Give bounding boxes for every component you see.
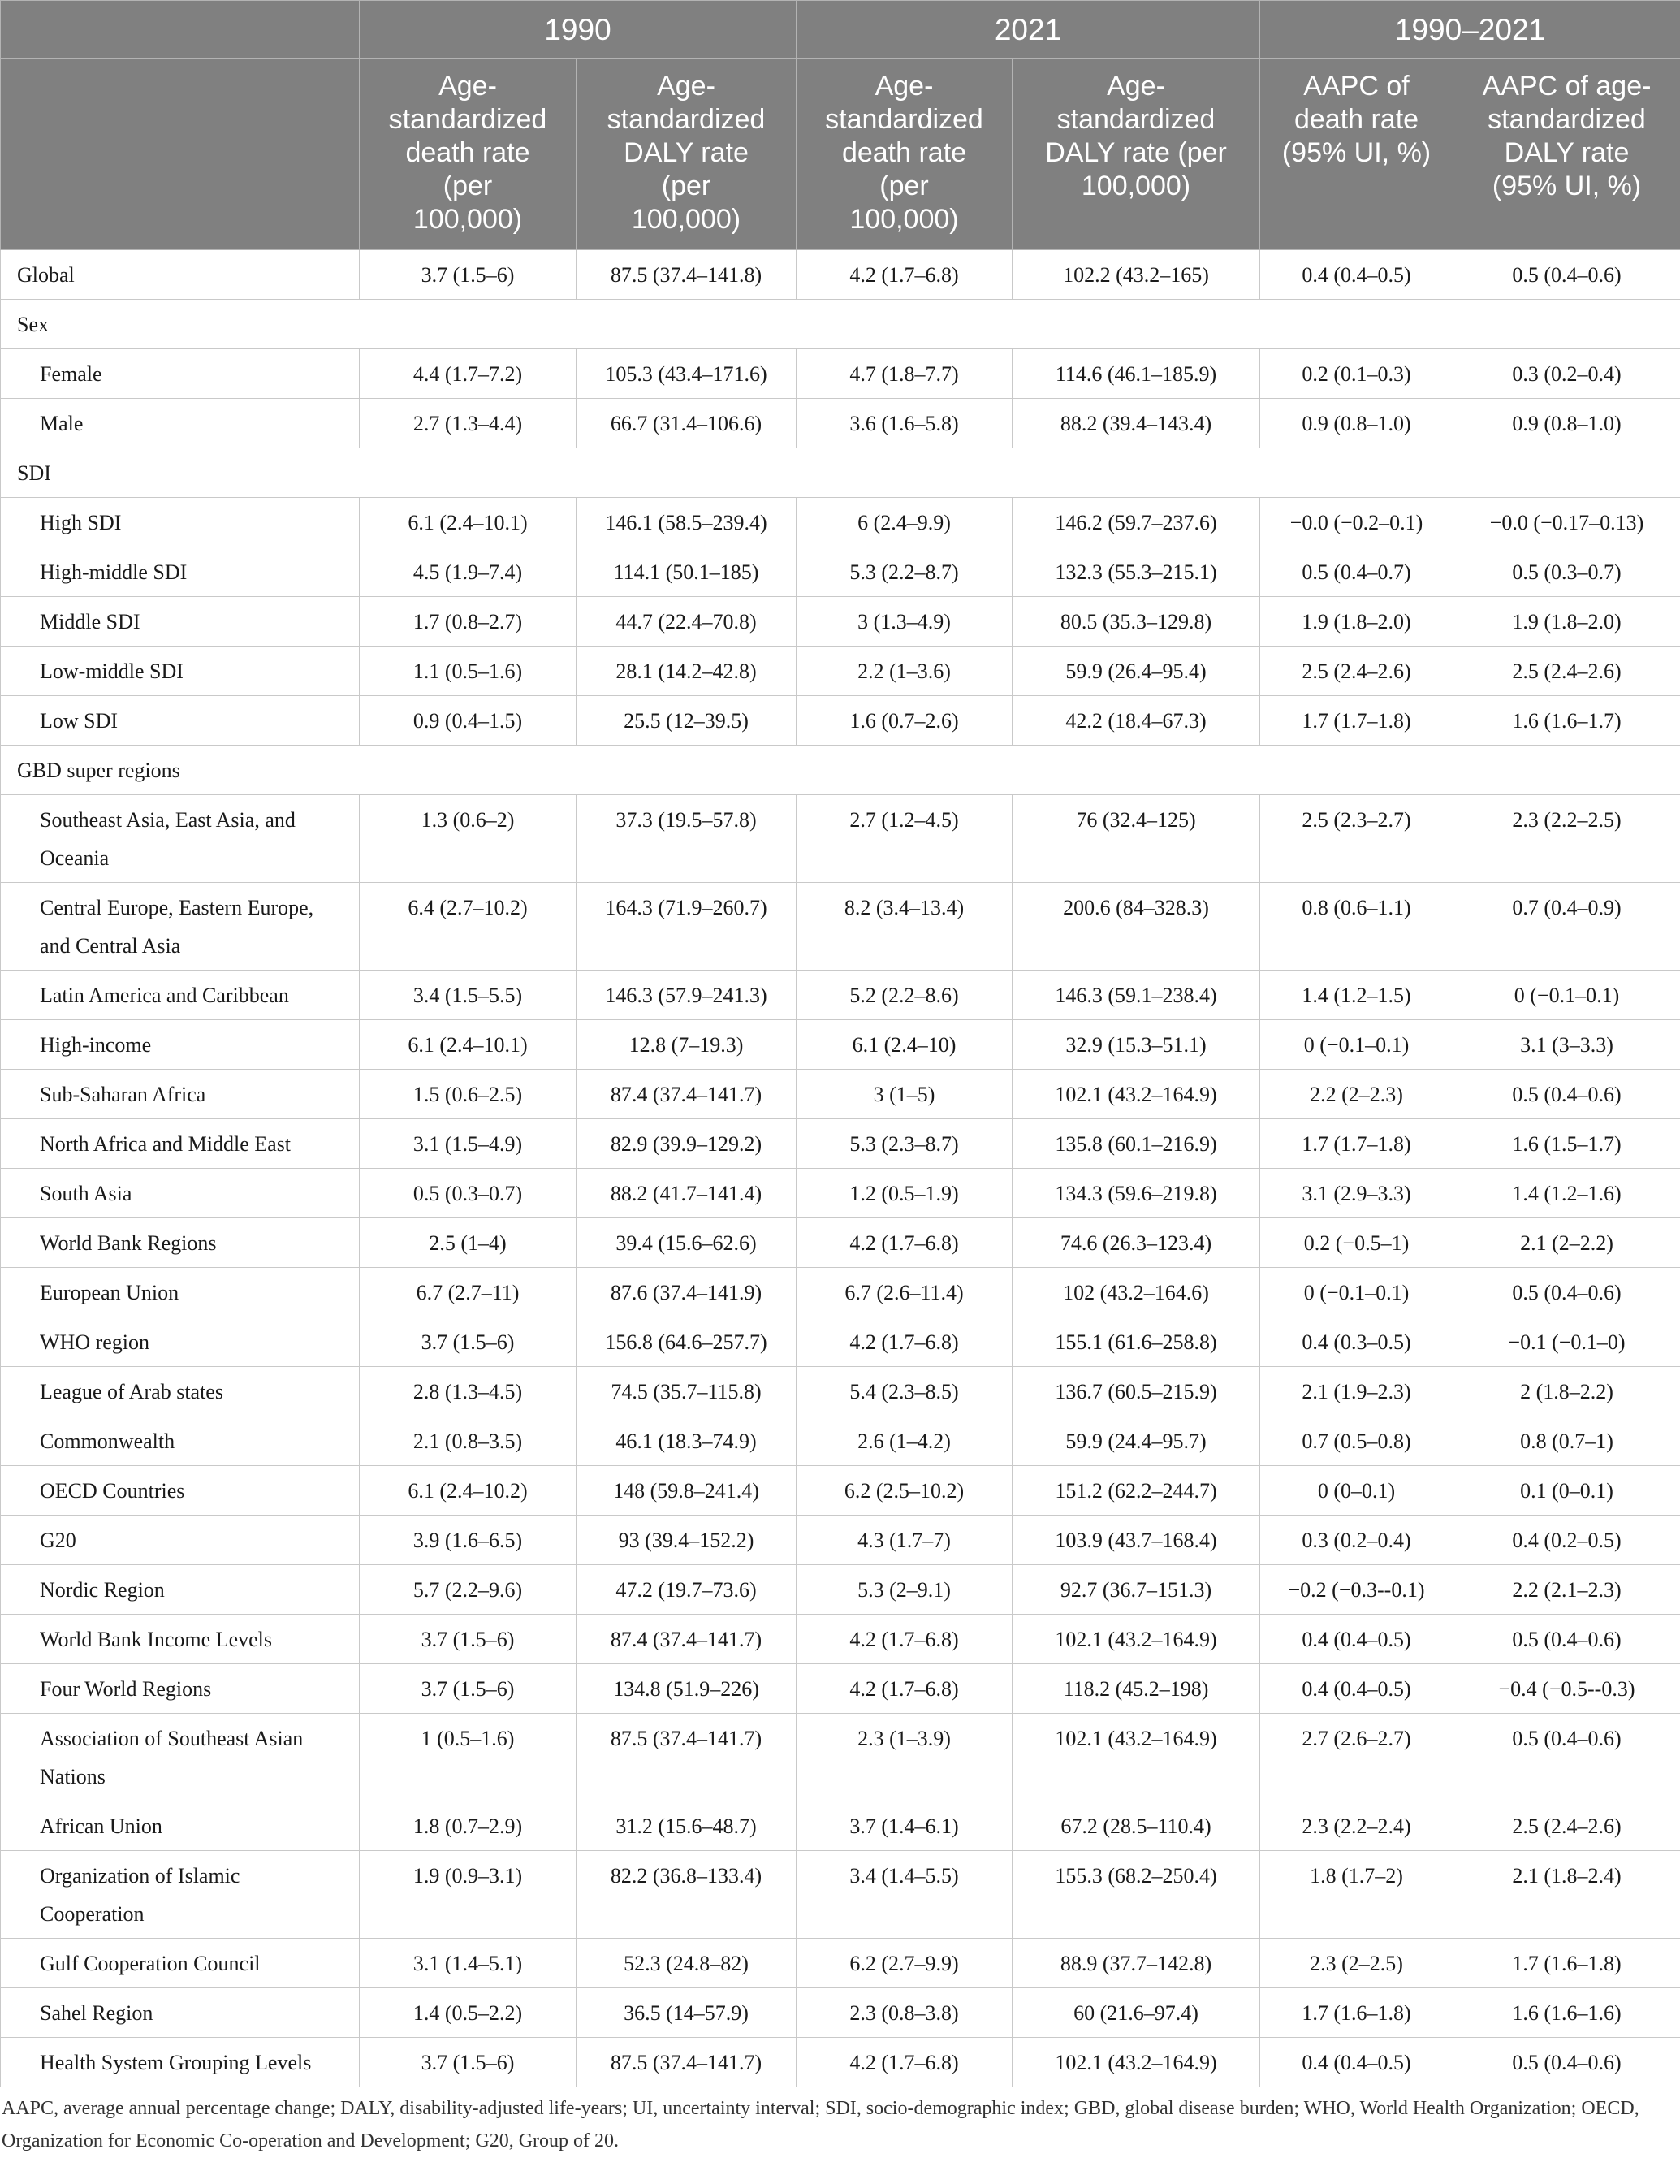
table-row: [1, 1317, 1680, 1367]
value-cell: 0.5 (0.4–0.6): [1453, 250, 1680, 300]
value-cell: 2.1 (0.8–3.5): [360, 1416, 577, 1466]
value-cell: 2.2 (2.1–2.3): [1453, 1565, 1680, 1615]
value-cell: 5.2 (2.2–8.6): [797, 971, 1013, 1020]
value-cell: 105.3 (43.4–171.6): [577, 349, 797, 399]
group-header-2021: 2021: [797, 1, 1260, 59]
row-label: African Union: [1, 1801, 360, 1851]
value-cell: 0.7 (0.5–0.8): [1260, 1416, 1453, 1466]
value-cell: 4.2 (1.7–6.8): [797, 1317, 1013, 1367]
value-cell: 6.1 (2.4–10.1): [360, 1020, 577, 1070]
value-cell: 2.3 (2–2.5): [1260, 1939, 1453, 1988]
header-row-groups: [1, 1, 1680, 59]
value-cell: 3.6 (1.6–5.8): [797, 399, 1013, 448]
value-cell: 1.1 (0.5–1.6): [360, 647, 577, 696]
value-cell: 146.3 (57.9–241.3): [577, 971, 797, 1020]
value-cell: 87.5 (37.4–141.7): [577, 1714, 797, 1801]
value-cell: 31.2 (15.6–48.7): [577, 1801, 797, 1851]
value-cell: 6.7 (2.7–11): [360, 1268, 577, 1317]
row-label: World Bank Income Levels: [1, 1615, 360, 1664]
value-cell: 2.7 (1.2–4.5): [797, 795, 1013, 883]
value-cell: 88.2 (41.7–141.4): [577, 1169, 797, 1218]
value-cell: 146.3 (59.1–238.4): [1013, 971, 1260, 1020]
value-cell: 6 (2.4–9.9): [797, 498, 1013, 547]
value-cell: 1.8 (1.7–2): [1260, 1851, 1453, 1939]
row-label: Low SDI: [1, 696, 360, 746]
row-label: Organization of Islamic Cooperation: [1, 1851, 360, 1939]
value-cell: 2.7 (1.3–4.4): [360, 399, 577, 448]
column-header-aapc-death: AAPC of death rate (95% UI, %): [1260, 59, 1453, 250]
value-cell: 74.5 (35.7–115.8): [577, 1367, 797, 1416]
group-header-change: 1990–2021: [1260, 1, 1680, 59]
row-label: Female: [1, 349, 360, 399]
value-cell: 88.2 (39.4–143.4): [1013, 399, 1260, 448]
row-label: Central Europe, Eastern Europe, and Central Asia: [1, 883, 360, 971]
value-cell: 1.7 (1.6–1.8): [1453, 1939, 1680, 1988]
value-cell: 66.7 (31.4–106.6): [577, 399, 797, 448]
table-row: [1, 1939, 1680, 1988]
value-cell: 1.6 (1.5–1.7): [1453, 1119, 1680, 1169]
row-label: Sahel Region: [1, 1988, 360, 2038]
value-cell: 0.1 (0–0.1): [1453, 1466, 1680, 1516]
table-row: [1, 349, 1680, 399]
value-cell: 3.1 (1.5–4.9): [360, 1119, 577, 1169]
value-cell: 1.9 (1.8–2.0): [1453, 597, 1680, 647]
section-label: GBD super regions: [1, 746, 1680, 795]
corner-cell: [1, 1, 360, 59]
value-cell: 2.5 (2.4–2.6): [1260, 647, 1453, 696]
value-cell: 0.9 (0.4–1.5): [360, 696, 577, 746]
value-cell: 0.9 (0.8–1.0): [1260, 399, 1453, 448]
value-cell: 76 (32.4–125): [1013, 795, 1260, 883]
value-cell: 155.3 (68.2–250.4): [1013, 1851, 1260, 1939]
value-cell: 3.7 (1.5–6): [360, 1664, 577, 1714]
value-cell: 0 (−0.1–0.1): [1260, 1020, 1453, 1070]
column-header-death-rate-1990: Age-standardized death rate (per 100,000): [360, 59, 577, 250]
value-cell: 0.4 (0.2–0.5): [1453, 1516, 1680, 1565]
value-cell: 1.4 (1.2–1.5): [1260, 971, 1453, 1020]
row-label: Southeast Asia, East Asia, and Oceania: [1, 795, 360, 883]
value-cell: 2.5 (1–4): [360, 1218, 577, 1268]
value-cell: 1.8 (0.7–2.9): [360, 1801, 577, 1851]
value-cell: 3.1 (2.9–3.3): [1260, 1169, 1453, 1218]
section-row: [1, 300, 1680, 349]
value-cell: 3.7 (1.5–6): [360, 2038, 577, 2087]
value-cell: 102 (43.2–164.6): [1013, 1268, 1260, 1317]
value-cell: 1.9 (1.8–2.0): [1260, 597, 1453, 647]
table-row: [1, 1565, 1680, 1615]
value-cell: 2.2 (2–2.3): [1260, 1070, 1453, 1119]
value-cell: 8.2 (3.4–13.4): [797, 883, 1013, 971]
value-cell: 5.7 (2.2–9.6): [360, 1565, 577, 1615]
value-cell: 0.5 (0.4–0.7): [1260, 547, 1453, 597]
value-cell: 46.1 (18.3–74.9): [577, 1416, 797, 1466]
value-cell: 1.3 (0.6–2): [360, 795, 577, 883]
value-cell: 0.5 (0.4–0.6): [1453, 1268, 1680, 1317]
table-row: [1, 250, 1680, 300]
value-cell: 1.6 (1.6–1.6): [1453, 1988, 1680, 2038]
value-cell: 4.3 (1.7–7): [797, 1516, 1013, 1565]
value-cell: 67.2 (28.5–110.4): [1013, 1801, 1260, 1851]
row-label: WHO region: [1, 1317, 360, 1367]
value-cell: 88.9 (37.7–142.8): [1013, 1939, 1260, 1988]
table-footnote: AAPC, average annual percentage change; DALY, disability-adjusted life-years; UI, uncertainty interval; SDI, socio-demographic index; GBD, global disease burden; WHO, World Health Organization; OECD, Organization for Economic Co-operation and Development; G20, Group of 20.: [2, 2098, 1639, 2152]
value-cell: −0.0 (−0.2–0.1): [1260, 498, 1453, 547]
value-cell: 3.1 (1.4–5.1): [360, 1939, 577, 1988]
row-label: Four World Regions: [1, 1664, 360, 1714]
value-cell: 60 (21.6–97.4): [1013, 1988, 1260, 2038]
value-cell: 59.9 (24.4–95.7): [1013, 1416, 1260, 1466]
value-cell: 102.2 (43.2–165): [1013, 250, 1260, 300]
table-row: [1, 1851, 1680, 1939]
row-label: Middle SDI: [1, 597, 360, 647]
value-cell: 0.3 (0.2–0.4): [1260, 1516, 1453, 1565]
table-row: [1, 1516, 1680, 1565]
value-cell: 52.3 (24.8–82): [577, 1939, 797, 1988]
value-cell: 1.4 (1.2–1.6): [1453, 1169, 1680, 1218]
value-cell: 2.5 (2.4–2.6): [1453, 647, 1680, 696]
table-row: [1, 971, 1680, 1020]
section-row: [1, 448, 1680, 498]
value-cell: 2.8 (1.3–4.5): [360, 1367, 577, 1416]
table-row: [1, 1367, 1680, 1416]
value-cell: 37.3 (19.5–57.8): [577, 795, 797, 883]
value-cell: 0.8 (0.6–1.1): [1260, 883, 1453, 971]
section-label: Sex: [1, 300, 1680, 349]
value-cell: 155.1 (61.6–258.8): [1013, 1317, 1260, 1367]
value-cell: 3.7 (1.5–6): [360, 1615, 577, 1664]
value-cell: 2.1 (1.8–2.4): [1453, 1851, 1680, 1939]
value-cell: 0.4 (0.3–0.5): [1260, 1317, 1453, 1367]
value-cell: 0.9 (0.8–1.0): [1453, 399, 1680, 448]
value-cell: 0.4 (0.4–0.5): [1260, 250, 1453, 300]
value-cell: 0 (−0.1–0.1): [1260, 1268, 1453, 1317]
value-cell: 114.6 (46.1–185.9): [1013, 349, 1260, 399]
table-row: [1, 1801, 1680, 1851]
row-label: Low-middle SDI: [1, 647, 360, 696]
row-label: Gulf Cooperation Council: [1, 1939, 360, 1988]
value-cell: 5.3 (2–9.1): [797, 1565, 1013, 1615]
value-cell: 4.4 (1.7–7.2): [360, 349, 577, 399]
value-cell: 4.7 (1.8–7.7): [797, 349, 1013, 399]
table-row: [1, 1416, 1680, 1466]
table-row: [1, 1218, 1680, 1268]
value-cell: 2.1 (1.9–2.3): [1260, 1367, 1453, 1416]
table-row: [1, 498, 1680, 547]
value-cell: 2.3 (1–3.9): [797, 1714, 1013, 1801]
table-row: [1, 399, 1680, 448]
value-cell: 3 (1.3–4.9): [797, 597, 1013, 647]
value-cell: 0 (0–0.1): [1260, 1466, 1453, 1516]
table-row: [1, 647, 1680, 696]
row-label: North Africa and Middle East: [1, 1119, 360, 1169]
value-cell: 1 (0.5–1.6): [360, 1714, 577, 1801]
header-row-columns: [1, 59, 1680, 250]
row-label: High-middle SDI: [1, 547, 360, 597]
value-cell: 134.3 (59.6–219.8): [1013, 1169, 1260, 1218]
value-cell: 151.2 (62.2–244.7): [1013, 1466, 1260, 1516]
value-cell: 103.9 (43.7–168.4): [1013, 1516, 1260, 1565]
value-cell: 1.7 (1.7–1.8): [1260, 696, 1453, 746]
value-cell: 3 (1–5): [797, 1070, 1013, 1119]
value-cell: 0.5 (0.4–0.6): [1453, 2038, 1680, 2087]
row-label: G20: [1, 1516, 360, 1565]
value-cell: 0.4 (0.4–0.5): [1260, 1664, 1453, 1714]
table-row: [1, 1268, 1680, 1317]
value-cell: 5.3 (2.3–8.7): [797, 1119, 1013, 1169]
value-cell: 39.4 (15.6–62.6): [577, 1218, 797, 1268]
row-label: Latin America and Caribbean: [1, 971, 360, 1020]
value-cell: 164.3 (71.9–260.7): [577, 883, 797, 971]
value-cell: 0.4 (0.4–0.5): [1260, 2038, 1453, 2087]
value-cell: 1.6 (0.7–2.6): [797, 696, 1013, 746]
value-cell: 1.7 (1.6–1.8): [1260, 1988, 1453, 2038]
value-cell: 2.6 (1–4.2): [797, 1416, 1013, 1466]
value-cell: 1.6 (1.6–1.7): [1453, 696, 1680, 746]
table-header: [1, 1, 1680, 250]
value-cell: −0.0 (−0.17–0.13): [1453, 498, 1680, 547]
table-row: [1, 597, 1680, 647]
value-cell: 4.2 (1.7–6.8): [797, 1218, 1013, 1268]
row-label: European Union: [1, 1268, 360, 1317]
table-row: [1, 1664, 1680, 1714]
value-cell: 6.4 (2.7–10.2): [360, 883, 577, 971]
table-row: [1, 1070, 1680, 1119]
value-cell: 102.1 (43.2–164.9): [1013, 1615, 1260, 1664]
row-label: Commonwealth: [1, 1416, 360, 1466]
value-cell: 4.2 (1.7–6.8): [797, 1664, 1013, 1714]
value-cell: 36.5 (14–57.9): [577, 1988, 797, 2038]
value-cell: 12.8 (7–19.3): [577, 1020, 797, 1070]
value-cell: 1.2 (0.5–1.9): [797, 1169, 1013, 1218]
value-cell: 4.5 (1.9–7.4): [360, 547, 577, 597]
value-cell: 0.7 (0.4–0.9): [1453, 883, 1680, 971]
value-cell: 2.7 (2.6–2.7): [1260, 1714, 1453, 1801]
value-cell: 44.7 (22.4–70.8): [577, 597, 797, 647]
value-cell: 0.2 (0.1–0.3): [1260, 349, 1453, 399]
table-row: [1, 1615, 1680, 1664]
table-row: [1, 1020, 1680, 1070]
row-label: Health System Grouping Levels: [1, 2038, 360, 2087]
value-cell: 87.6 (37.4–141.9): [577, 1268, 797, 1317]
value-cell: 28.1 (14.2–42.8): [577, 647, 797, 696]
value-cell: 87.4 (37.4–141.7): [577, 1070, 797, 1119]
value-cell: 1.9 (0.9–3.1): [360, 1851, 577, 1939]
value-cell: 136.7 (60.5–215.9): [1013, 1367, 1260, 1416]
value-cell: 0.4 (0.4–0.5): [1260, 1615, 1453, 1664]
value-cell: 118.2 (45.2–198): [1013, 1664, 1260, 1714]
row-label: World Bank Regions: [1, 1218, 360, 1268]
table-row: [1, 1169, 1680, 1218]
value-cell: 0.2 (−0.5–1): [1260, 1218, 1453, 1268]
table-row: [1, 2038, 1680, 2087]
value-cell: 0.8 (0.7–1): [1453, 1416, 1680, 1466]
column-header-daly-rate-1990: Age-standardized DALY rate (per 100,000): [577, 59, 797, 250]
value-cell: 0.5 (0.4–0.6): [1453, 1070, 1680, 1119]
value-cell: 102.1 (43.2–164.9): [1013, 2038, 1260, 2087]
table-body: [1, 250, 1680, 2087]
column-header-death-rate-2021: Age-standardized death rate (per 100,000): [797, 59, 1013, 250]
value-cell: 3.4 (1.5–5.5): [360, 971, 577, 1020]
value-cell: 2.1 (2–2.2): [1453, 1218, 1680, 1268]
value-cell: 3.7 (1.5–6): [360, 250, 577, 300]
table-row: [1, 1119, 1680, 1169]
row-label: Association of Southeast Asian Nations: [1, 1714, 360, 1801]
value-cell: 5.4 (2.3–8.5): [797, 1367, 1013, 1416]
table-row: [1, 1466, 1680, 1516]
value-cell: 148 (59.8–241.4): [577, 1466, 797, 1516]
value-cell: 42.2 (18.4–67.3): [1013, 696, 1260, 746]
value-cell: 2 (1.8–2.2): [1453, 1367, 1680, 1416]
value-cell: 102.1 (43.2–164.9): [1013, 1070, 1260, 1119]
value-cell: 74.6 (26.3–123.4): [1013, 1218, 1260, 1268]
value-cell: 135.8 (60.1–216.9): [1013, 1119, 1260, 1169]
value-cell: 2.5 (2.3–2.7): [1260, 795, 1453, 883]
value-cell: 0.3 (0.2–0.4): [1453, 349, 1680, 399]
value-cell: 92.7 (36.7–151.3): [1013, 1565, 1260, 1615]
table-row: [1, 547, 1680, 597]
value-cell: 59.9 (26.4–95.4): [1013, 647, 1260, 696]
value-cell: 80.5 (35.3–129.8): [1013, 597, 1260, 647]
value-cell: 1.7 (0.8–2.7): [360, 597, 577, 647]
value-cell: 93 (39.4–152.2): [577, 1516, 797, 1565]
value-cell: 0.5 (0.3–0.7): [360, 1169, 577, 1218]
value-cell: 0.5 (0.4–0.6): [1453, 1615, 1680, 1664]
value-cell: 102.1 (43.2–164.9): [1013, 1714, 1260, 1801]
value-cell: 47.2 (19.7–73.6): [577, 1565, 797, 1615]
column-header-aapc-daly: AAPC of age-standardized DALY rate (95% UI, %): [1453, 59, 1680, 250]
value-cell: 82.2 (36.8–133.4): [577, 1851, 797, 1939]
value-cell: 25.5 (12–39.5): [577, 696, 797, 746]
value-cell: 2.5 (2.4–2.6): [1453, 1801, 1680, 1851]
value-cell: 146.1 (58.5–239.4): [577, 498, 797, 547]
value-cell: 6.7 (2.6–11.4): [797, 1268, 1013, 1317]
value-cell: 2.3 (0.8–3.8): [797, 1988, 1013, 2038]
value-cell: 156.8 (64.6–257.7): [577, 1317, 797, 1367]
section-label: SDI: [1, 448, 1680, 498]
value-cell: 3.4 (1.4–5.5): [797, 1851, 1013, 1939]
value-cell: 0 (−0.1–0.1): [1453, 971, 1680, 1020]
value-cell: 3.1 (3–3.3): [1453, 1020, 1680, 1070]
row-label: Global: [1, 250, 360, 300]
value-cell: 6.1 (2.4–10): [797, 1020, 1013, 1070]
value-cell: 4.2 (1.7–6.8): [797, 1615, 1013, 1664]
value-cell: 6.2 (2.5–10.2): [797, 1466, 1013, 1516]
value-cell: 32.9 (15.3–51.1): [1013, 1020, 1260, 1070]
value-cell: 200.6 (84–328.3): [1013, 883, 1260, 971]
value-cell: 3.7 (1.4–6.1): [797, 1801, 1013, 1851]
row-label: South Asia: [1, 1169, 360, 1218]
value-cell: 134.8 (51.9–226): [577, 1664, 797, 1714]
row-label: OECD Countries: [1, 1466, 360, 1516]
value-cell: 6.1 (2.4–10.2): [360, 1466, 577, 1516]
value-cell: 87.5 (37.4–141.7): [577, 2038, 797, 2087]
value-cell: 3.7 (1.5–6): [360, 1317, 577, 1367]
value-cell: 2.3 (2.2–2.5): [1453, 795, 1680, 883]
column-header-daly-rate-2021: Age-standardized DALY rate (per 100,000): [1013, 59, 1260, 250]
value-cell: −0.4 (−0.5--0.3): [1453, 1664, 1680, 1714]
value-cell: 87.4 (37.4–141.7): [577, 1615, 797, 1664]
table-row: [1, 1988, 1680, 2038]
value-cell: −0.2 (−0.3--0.1): [1260, 1565, 1453, 1615]
value-cell: 2.2 (1–3.6): [797, 647, 1013, 696]
row-label: High SDI: [1, 498, 360, 547]
value-cell: 146.2 (59.7–237.6): [1013, 498, 1260, 547]
value-cell: 6.2 (2.7–9.9): [797, 1939, 1013, 1988]
table-row: [1, 795, 1680, 883]
value-cell: 4.2 (1.7–6.8): [797, 250, 1013, 300]
value-cell: 87.5 (37.4–141.8): [577, 250, 797, 300]
value-cell: −0.1 (−0.1–0): [1453, 1317, 1680, 1367]
value-cell: 132.3 (55.3–215.1): [1013, 547, 1260, 597]
value-cell: 0.5 (0.3–0.7): [1453, 547, 1680, 597]
value-cell: 1.4 (0.5–2.2): [360, 1988, 577, 2038]
row-label: Sub-Saharan Africa: [1, 1070, 360, 1119]
value-cell: 82.9 (39.9–129.2): [577, 1119, 797, 1169]
value-cell: 4.2 (1.7–6.8): [797, 2038, 1013, 2087]
row-label: High-income: [1, 1020, 360, 1070]
row-label: Nordic Region: [1, 1565, 360, 1615]
value-cell: 3.9 (1.6–6.5): [360, 1516, 577, 1565]
row-label-header: [1, 59, 360, 250]
value-cell: 6.1 (2.4–10.1): [360, 498, 577, 547]
value-cell: 5.3 (2.2–8.7): [797, 547, 1013, 597]
table-row: [1, 1714, 1680, 1801]
value-cell: 1.5 (0.6–2.5): [360, 1070, 577, 1119]
row-label: Male: [1, 399, 360, 448]
row-label: League of Arab states: [1, 1367, 360, 1416]
table-row: [1, 883, 1680, 971]
value-cell: 0.5 (0.4–0.6): [1453, 1714, 1680, 1801]
section-row: [1, 746, 1680, 795]
table-row: [1, 696, 1680, 746]
group-header-1990: 1990: [360, 1, 797, 59]
value-cell: 1.7 (1.7–1.8): [1260, 1119, 1453, 1169]
value-cell: 2.3 (2.2–2.4): [1260, 1801, 1453, 1851]
value-cell: 114.1 (50.1–185): [577, 547, 797, 597]
